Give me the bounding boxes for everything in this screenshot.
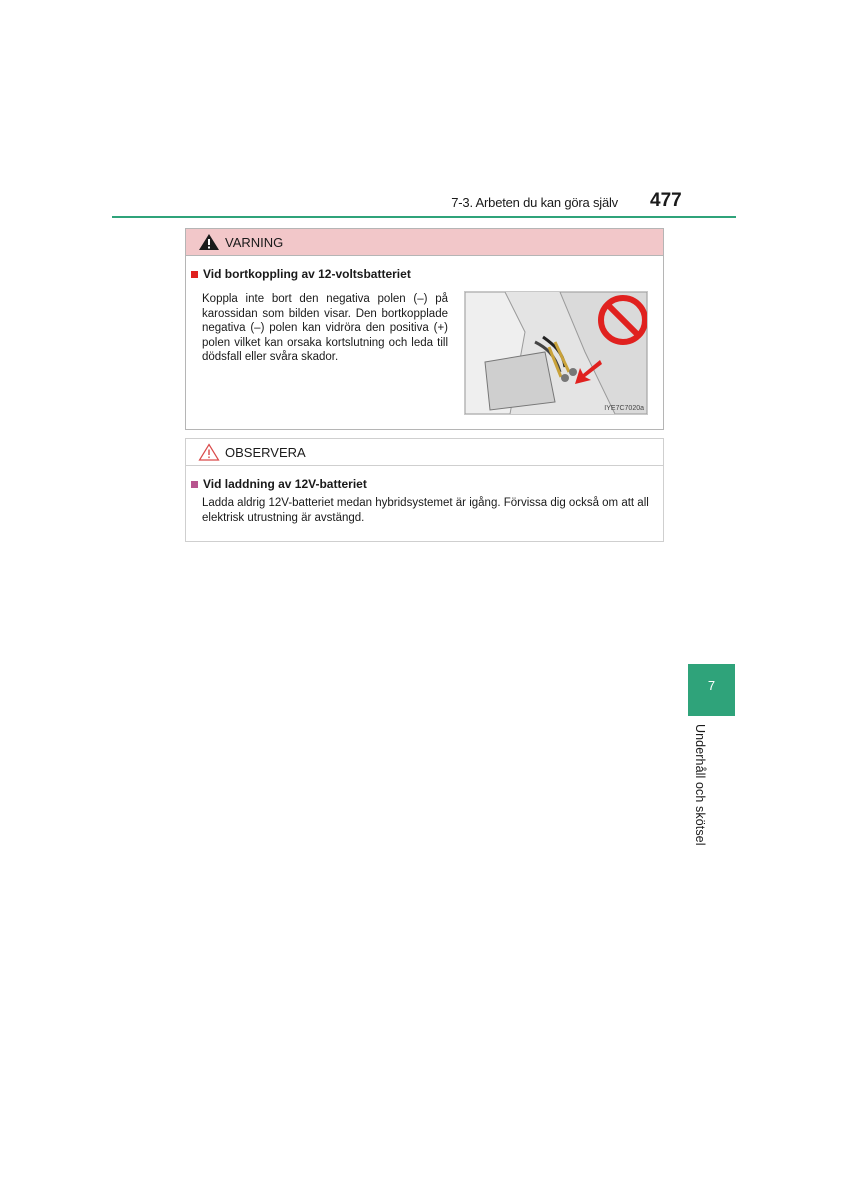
bullet-square-icon xyxy=(191,481,198,488)
notice-box xyxy=(185,438,664,542)
chapter-number: 7 xyxy=(707,678,716,693)
warning-header xyxy=(186,229,663,256)
notice-text: Ladda aldrig 12V-batteriet medan hybridsystemet är igång. Förvissa dig också om att all elektrisk utrustning är avstängd. xyxy=(202,497,649,524)
header-divider xyxy=(112,216,736,218)
warning-box xyxy=(185,228,664,430)
warning-triangle-icon xyxy=(198,233,220,251)
warning-text: Koppla inte bort den negativa polen (–) på karossidan som bilden visar. Den bortkopplade negativa (–) polen kan vidröra den positiva (+) polen vilket kan orsaka kortslutning och leda till dödsfall eller svåra skador. xyxy=(202,293,448,363)
chapter-tab xyxy=(688,664,735,716)
notice-item-heading xyxy=(191,477,367,491)
warning-label: VARNING xyxy=(225,234,284,250)
notice-item-title: Vid laddning av 12V-batteriet xyxy=(203,477,367,491)
bullet-square-icon xyxy=(191,271,198,278)
caution-triangle-icon xyxy=(198,443,220,461)
battery-terminal-drawing xyxy=(465,292,647,414)
warning-item-title: Vid bortkoppling av 12-voltsbatteriet xyxy=(203,267,411,281)
notice-header xyxy=(186,439,663,466)
notice-label: OBSERVERA xyxy=(225,444,306,460)
figure-code: IYE7C7020a xyxy=(604,405,644,412)
battery-illustration xyxy=(464,291,648,415)
chapter-label: Underhåll och skötsel xyxy=(693,724,707,846)
page-number: 477 xyxy=(650,190,682,211)
section-title: 7-3. Arbeten du kan göra själv xyxy=(451,195,618,210)
warning-item-heading xyxy=(191,267,411,281)
